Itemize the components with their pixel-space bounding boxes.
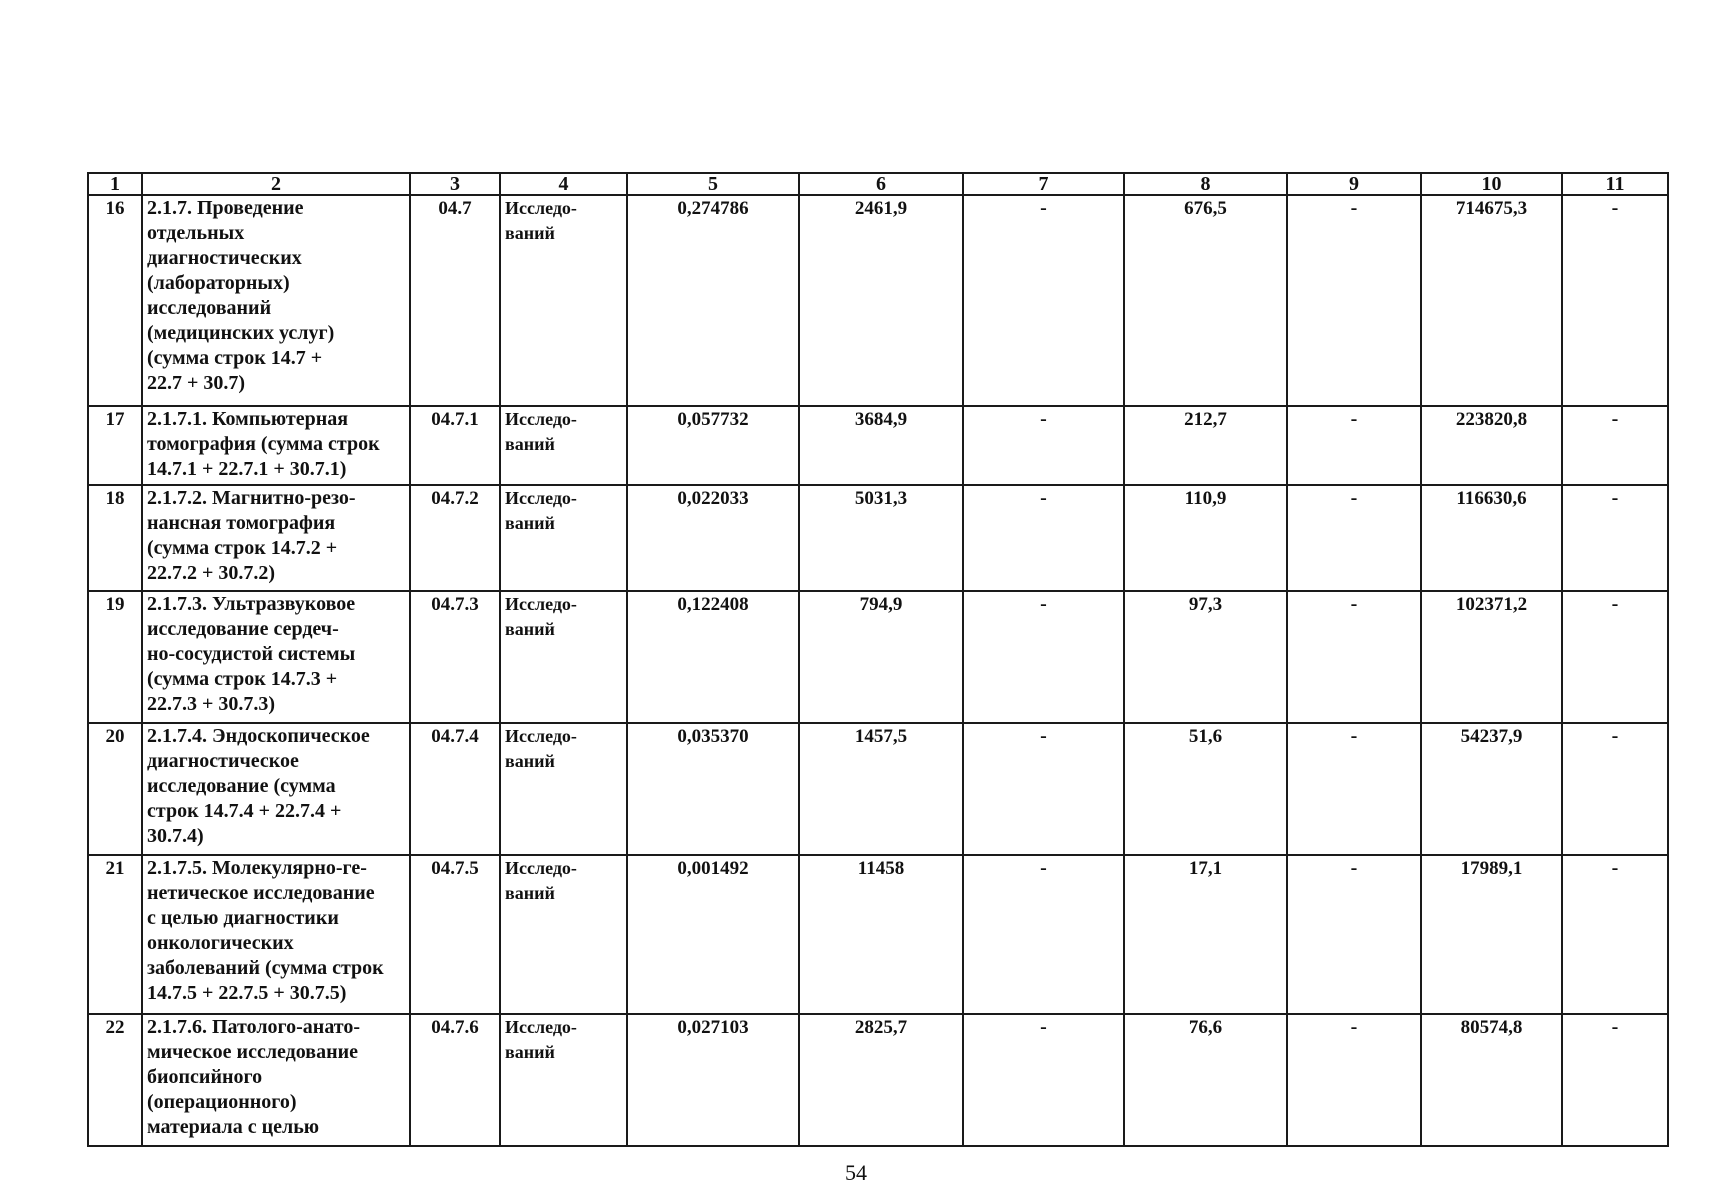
indicator-name-line: биопсийного — [147, 1066, 263, 1088]
header-col-5: 5 — [627, 173, 799, 195]
col6-value-cell: 2825,7 — [799, 1014, 963, 1146]
unit-cell — [500, 1014, 627, 1146]
indicator-name-line: 2.1.7. Проведение — [147, 197, 304, 219]
col8-value-cell: 97,3 — [1124, 591, 1287, 723]
indicator-name-cell — [142, 485, 410, 591]
indicator-name-line: 2.1.7.4. Эндоскопическое — [147, 725, 370, 747]
indicator-name-line: заболеваний (сумма строк — [147, 957, 384, 979]
row-code-cell: 04.7.4 — [410, 723, 500, 855]
indicator-name-cell — [142, 195, 410, 406]
col11-value-cell: - — [1562, 195, 1668, 406]
table-row — [88, 855, 1668, 1014]
col9-value-cell: - — [1287, 195, 1421, 406]
table-row — [88, 1014, 1668, 1146]
col11-value-cell: - — [1562, 1014, 1668, 1146]
row-number-cell: 19 — [88, 591, 142, 723]
unit-line: Исследо- — [505, 858, 577, 878]
row-number-cell: 18 — [88, 485, 142, 591]
unit-cell — [500, 485, 627, 591]
indicator-name-line: (медицинских услуг) — [147, 322, 335, 344]
col11-value-cell: - — [1562, 591, 1668, 723]
col8-value-cell: 110,9 — [1124, 485, 1287, 591]
col5-value-cell: 0,057732 — [627, 406, 799, 485]
col5-value-cell: 0,022033 — [627, 485, 799, 591]
col5-value-cell: 0,122408 — [627, 591, 799, 723]
col7-value-cell: - — [963, 723, 1124, 855]
indicator-name-line: 14.7.1 + 22.7.1 + 30.7.1) — [147, 458, 347, 480]
unit-line: ваний — [505, 751, 555, 771]
unit-cell — [500, 406, 627, 485]
indicator-name-line: 2.1.7.3. Ультразвуковое — [147, 593, 356, 615]
indicator-name-line: томография (сумма строк — [147, 433, 380, 455]
col11-value-cell: - — [1562, 485, 1668, 591]
indicator-name-line: 2.1.7.5. Молекулярно-ге- — [147, 857, 367, 879]
col7-value-cell: - — [963, 406, 1124, 485]
header-row — [88, 173, 1668, 195]
indicator-name-line: диагностических — [147, 247, 302, 269]
col7-value-cell: - — [963, 591, 1124, 723]
row-number-cell: 16 — [88, 195, 142, 406]
indicator-name-line: исследований — [147, 297, 272, 319]
col5-value-cell: 0,035370 — [627, 723, 799, 855]
indicator-name-line: отдельных — [147, 222, 245, 244]
col9-value-cell: - — [1287, 485, 1421, 591]
col7-value-cell: - — [963, 195, 1124, 406]
row-number-cell: 17 — [88, 406, 142, 485]
indicator-name-cell — [142, 723, 410, 855]
document-table-container — [87, 172, 1637, 1147]
indicator-name-line: 14.7.5 + 22.7.5 + 30.7.5) — [147, 982, 347, 1004]
col8-value-cell: 676,5 — [1124, 195, 1287, 406]
col8-value-cell: 17,1 — [1124, 855, 1287, 1014]
indicator-name-line: нансная томография — [147, 512, 336, 534]
unit-line: ваний — [505, 883, 555, 903]
header-col-6: 6 — [799, 173, 963, 195]
unit-line: Исследо- — [505, 409, 577, 429]
unit-line: ваний — [505, 1042, 555, 1062]
data-table — [87, 172, 1669, 1147]
col6-value-cell: 2461,9 — [799, 195, 963, 406]
col7-value-cell: - — [963, 1014, 1124, 1146]
row-code-cell: 04.7.3 — [410, 591, 500, 723]
indicator-name-line: 30.7.4) — [147, 825, 204, 847]
header-col-3: 3 — [410, 173, 500, 195]
table-body — [88, 195, 1668, 1146]
col8-value-cell: 212,7 — [1124, 406, 1287, 485]
indicator-name-line: исследование сердеч- — [147, 618, 339, 640]
col9-value-cell: - — [1287, 855, 1421, 1014]
table-row — [88, 723, 1668, 855]
header-col-1: 1 — [88, 173, 142, 195]
indicator-name-line: исследование (сумма — [147, 775, 336, 797]
unit-line: Исследо- — [505, 1017, 577, 1037]
header-col-9: 9 — [1287, 173, 1421, 195]
col6-value-cell: 1457,5 — [799, 723, 963, 855]
indicator-name-line: (сумма строк 14.7.2 + — [147, 537, 338, 559]
header-col-7: 7 — [963, 173, 1124, 195]
page-number: 54 — [845, 1160, 867, 1185]
col5-value-cell: 0,027103 — [627, 1014, 799, 1146]
col5-value-cell: 0,001492 — [627, 855, 799, 1014]
table-row — [88, 485, 1668, 591]
indicator-name-line: 22.7 + 30.7) — [147, 372, 246, 394]
indicator-name-cell — [142, 1014, 410, 1146]
indicator-name-line: 2.1.7.6. Патолого-анато- — [147, 1016, 361, 1038]
indicator-name-line: 2.1.7.2. Магнитно-резо- — [147, 487, 356, 509]
indicator-name-line: (лабораторных) — [147, 272, 290, 294]
col10-value-cell: 102371,2 — [1421, 591, 1562, 723]
indicator-name-line: с целью диагностики — [147, 907, 339, 929]
indicator-name-cell — [142, 591, 410, 723]
table-header — [88, 173, 1668, 195]
row-code-cell: 04.7 — [410, 195, 500, 406]
header-col-11: 11 — [1562, 173, 1668, 195]
col7-value-cell: - — [963, 485, 1124, 591]
col6-value-cell: 3684,9 — [799, 406, 963, 485]
unit-line: ваний — [505, 434, 555, 454]
unit-cell — [500, 855, 627, 1014]
unit-line: Исследо- — [505, 198, 577, 218]
col10-value-cell: 17989,1 — [1421, 855, 1562, 1014]
col9-value-cell: - — [1287, 406, 1421, 485]
indicator-name-line: диагностическое — [147, 750, 299, 772]
unit-line: Исследо- — [505, 488, 577, 508]
indicator-name-line: (сумма строк 14.7.3 + — [147, 668, 338, 690]
col5-value-cell: 0,274786 — [627, 195, 799, 406]
col10-value-cell: 54237,9 — [1421, 723, 1562, 855]
indicator-name-line: но-сосудистой системы — [147, 643, 356, 665]
unit-cell — [500, 723, 627, 855]
indicator-name-line: нетическое исследование — [147, 882, 375, 904]
unit-cell — [500, 195, 627, 406]
table-row — [88, 195, 1668, 406]
indicator-name-line: онкологических — [147, 932, 294, 954]
col7-value-cell: - — [963, 855, 1124, 1014]
row-number-cell: 21 — [88, 855, 142, 1014]
indicator-name-line: (операционного) — [147, 1091, 297, 1113]
row-code-cell: 04.7.2 — [410, 485, 500, 591]
indicator-name-line: строк 14.7.4 + 22.7.4 + — [147, 800, 342, 822]
indicator-name-line: материала с целью — [147, 1116, 320, 1138]
col6-value-cell: 11458 — [799, 855, 963, 1014]
indicator-name-line: мическое исследование — [147, 1041, 359, 1063]
col11-value-cell: - — [1562, 723, 1668, 855]
unit-cell — [500, 591, 627, 723]
col9-value-cell: - — [1287, 1014, 1421, 1146]
table-row — [88, 591, 1668, 723]
row-code-cell: 04.7.5 — [410, 855, 500, 1014]
row-code-cell: 04.7.6 — [410, 1014, 500, 1146]
indicator-name-cell — [142, 855, 410, 1014]
unit-line: Исследо- — [505, 726, 577, 746]
col9-value-cell: - — [1287, 723, 1421, 855]
table-row — [88, 406, 1668, 485]
unit-line: Исследо- — [505, 594, 577, 614]
header-col-4: 4 — [500, 173, 627, 195]
header-col-8: 8 — [1124, 173, 1287, 195]
indicator-name-line: 2.1.7.1. Компьютерная — [147, 408, 349, 430]
col10-value-cell: 223820,8 — [1421, 406, 1562, 485]
col10-value-cell: 116630,6 — [1421, 485, 1562, 591]
indicator-name-cell — [142, 406, 410, 485]
col6-value-cell: 794,9 — [799, 591, 963, 723]
row-number-cell: 20 — [88, 723, 142, 855]
header-col-10: 10 — [1421, 173, 1562, 195]
col9-value-cell: - — [1287, 591, 1421, 723]
indicator-name-line: 22.7.3 + 30.7.3) — [147, 693, 276, 715]
header-col-2: 2 — [142, 173, 410, 195]
col11-value-cell: - — [1562, 406, 1668, 485]
unit-line: ваний — [505, 223, 555, 243]
indicator-name-line: 22.7.2 + 30.7.2) — [147, 562, 276, 584]
col8-value-cell: 76,6 — [1124, 1014, 1287, 1146]
col10-value-cell: 714675,3 — [1421, 195, 1562, 406]
col6-value-cell: 5031,3 — [799, 485, 963, 591]
unit-line: ваний — [505, 513, 555, 533]
col11-value-cell: - — [1562, 855, 1668, 1014]
row-code-cell: 04.7.1 — [410, 406, 500, 485]
row-number-cell: 22 — [88, 1014, 142, 1146]
col10-value-cell: 80574,8 — [1421, 1014, 1562, 1146]
unit-line: ваний — [505, 619, 555, 639]
indicator-name-line: (сумма строк 14.7 + — [147, 347, 323, 369]
col8-value-cell: 51,6 — [1124, 723, 1287, 855]
